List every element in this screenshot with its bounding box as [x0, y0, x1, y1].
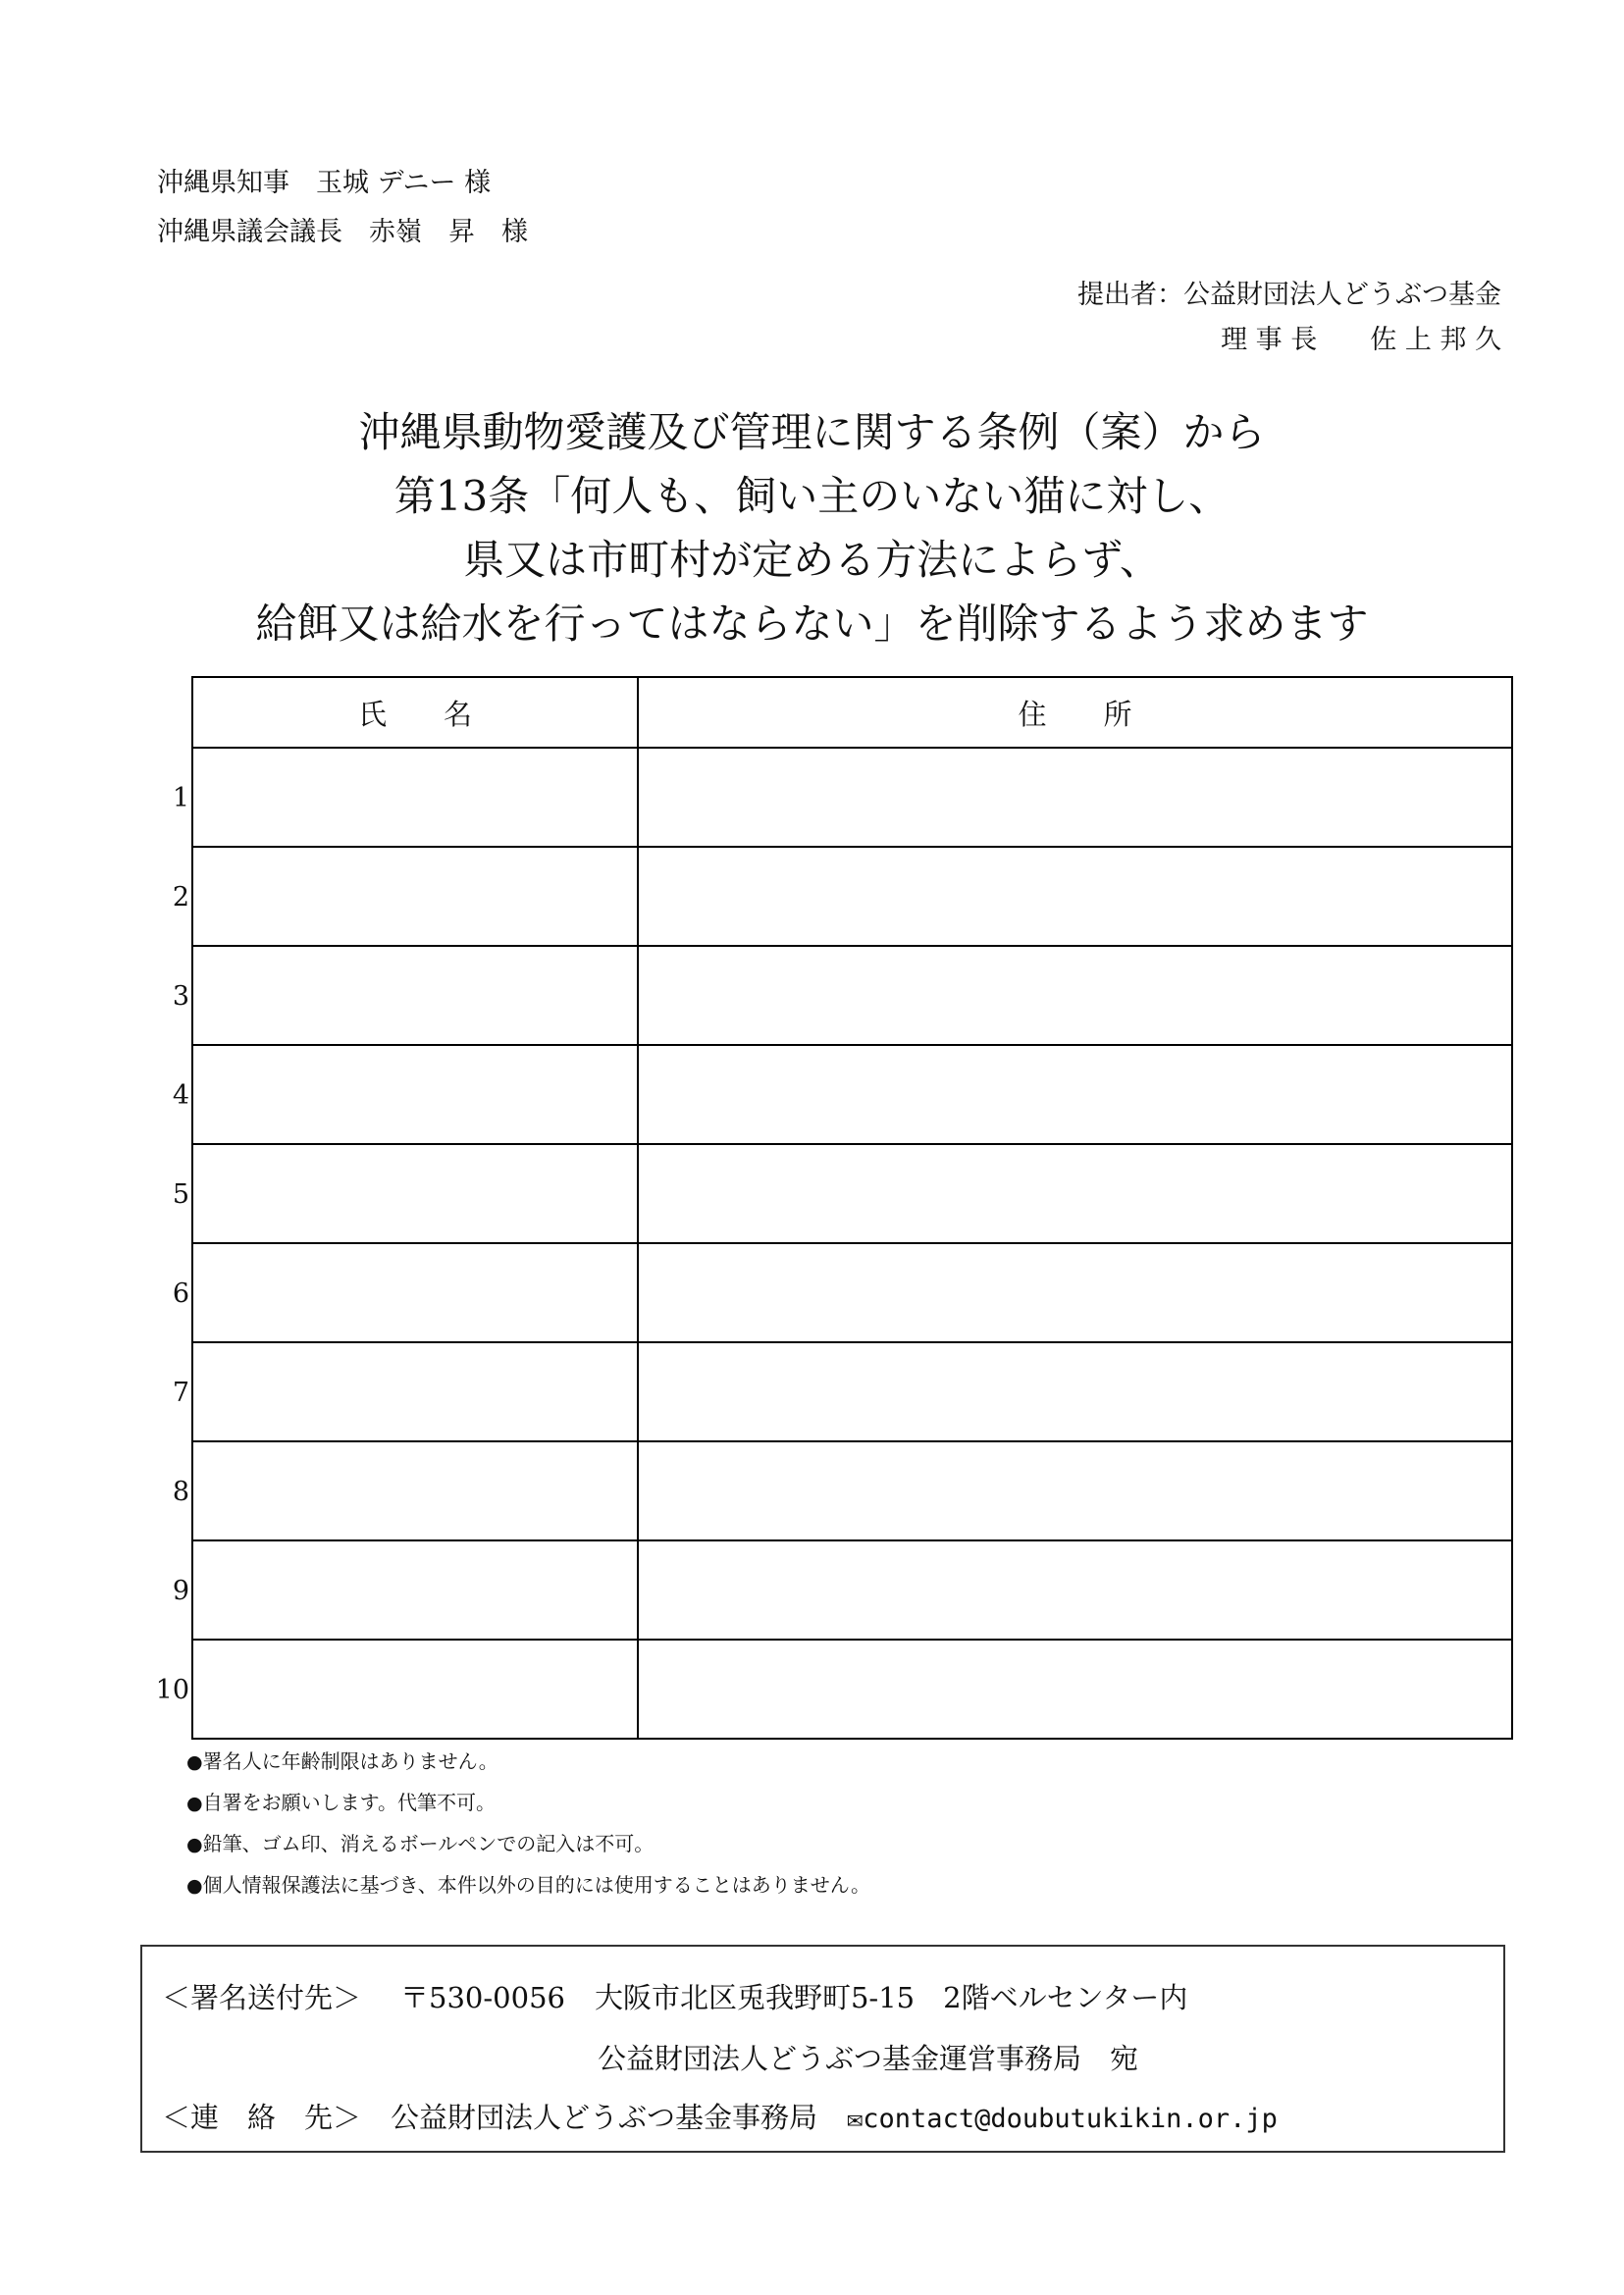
- send-to-address: 大阪市北区兎我野町5-15 2階ベルセンター内: [594, 1981, 1188, 2014]
- recipient-line: 公益財団法人どうぶつ基金運営事務局 宛: [598, 2042, 1139, 2075]
- signature-row: [192, 847, 1512, 946]
- row-number: 10: [155, 1675, 189, 1705]
- contact-organization: 公益財団法人どうぶつ基金事務局: [391, 2101, 818, 2134]
- signature-row: [192, 1045, 1512, 1144]
- addressee-assembly-speaker: 沖縄県議会議長 赤嶺 昇 様: [157, 217, 528, 247]
- submitter-organization: 提出者：公益財団法人どうぶつ基金: [1077, 280, 1501, 310]
- address-cell[interactable]: [638, 1342, 1512, 1441]
- note-text: 鉛筆、ゴム印、消えるボールペンでの記入は不可。: [202, 1832, 655, 1855]
- note-item: [186, 1742, 870, 1783]
- address-cell[interactable]: [638, 946, 1512, 1045]
- note-item: [186, 1824, 870, 1865]
- addressee-governor: 沖縄県知事 玉城 デニー 様: [157, 168, 492, 198]
- notes-list: [186, 1742, 870, 1906]
- note-text: 署名人に年齢制限はありません。: [202, 1749, 498, 1773]
- contact-email[interactable]: ✉contact@doubutukikin.or.jp: [847, 2104, 1278, 2134]
- row-number: 4: [172, 1080, 189, 1111]
- address-cell[interactable]: [638, 1441, 1512, 1540]
- row-numbers: [147, 747, 191, 1738]
- note-item: [186, 1865, 870, 1906]
- signature-row: [192, 1640, 1512, 1739]
- name-column-header: 氏 名: [192, 677, 638, 748]
- signature-row: [192, 1540, 1512, 1640]
- row-number: 3: [172, 981, 189, 1012]
- address-cell[interactable]: [638, 1243, 1512, 1342]
- name-cell[interactable]: [192, 1640, 638, 1739]
- title-line-1: 沖縄県動物愛護及び管理に関する条例（案）から: [358, 408, 1266, 456]
- address-cell[interactable]: [638, 748, 1512, 847]
- row-number: 1: [172, 783, 189, 813]
- name-cell[interactable]: [192, 1144, 638, 1243]
- row-number: 6: [172, 1278, 189, 1309]
- row-number: 2: [172, 882, 189, 913]
- title-line-3: 県又は市町村が定める方法によらず、: [463, 536, 1161, 584]
- row-number: 7: [172, 1378, 189, 1408]
- name-cell[interactable]: [192, 1441, 638, 1540]
- address-cell[interactable]: [638, 1045, 1512, 1144]
- send-to-label: ＜署名送付先＞: [162, 1981, 362, 2014]
- name-cell[interactable]: [192, 748, 638, 847]
- contact-box: [140, 1945, 1505, 2153]
- bullet-icon: ●: [186, 1793, 203, 1814]
- send-to-line: [162, 1976, 1187, 2016]
- bullet-icon: ●: [186, 1834, 203, 1855]
- signature-row: [192, 1243, 1512, 1342]
- submitter: [1077, 273, 1501, 363]
- petition-title: [0, 400, 1624, 655]
- signature-row: [192, 748, 1512, 847]
- signature-row: [192, 1441, 1512, 1540]
- address-cell[interactable]: [638, 1640, 1512, 1739]
- name-cell[interactable]: [192, 1540, 638, 1640]
- signature-table-header: [192, 677, 1512, 748]
- name-cell[interactable]: [192, 1243, 638, 1342]
- contact-line: [162, 2096, 1278, 2136]
- addressees: [157, 159, 528, 257]
- row-number: 8: [172, 1477, 189, 1507]
- title-line-2: 第13条「何人も、飼い主のいない猫に対し、: [393, 472, 1231, 520]
- address-column-header: 住 所: [638, 677, 1512, 748]
- postal-code: 〒530-0056: [400, 1981, 565, 2014]
- row-number: 5: [172, 1179, 189, 1210]
- title-line-4: 給餌又は給水を行ってはならない」を削除するよう求めます: [255, 600, 1369, 648]
- bullet-icon: ●: [186, 1751, 203, 1773]
- contact-label: ＜連 絡 先＞: [162, 2101, 362, 2134]
- note-text: 自署をお願いします。代筆不可。: [202, 1791, 496, 1814]
- signature-table: [191, 676, 1513, 1740]
- submitter-chairman: 理 事 長 佐 上 邦 久: [1221, 325, 1501, 355]
- signature-row: [192, 946, 1512, 1045]
- address-cell[interactable]: [638, 1540, 1512, 1640]
- bullet-icon: ●: [186, 1875, 203, 1897]
- name-cell[interactable]: [192, 1045, 638, 1144]
- name-cell[interactable]: [192, 1342, 638, 1441]
- signature-row: [192, 1144, 1512, 1243]
- address-cell[interactable]: [638, 1144, 1512, 1243]
- note-item: [186, 1783, 870, 1824]
- address-cell[interactable]: [638, 847, 1512, 946]
- signature-row: [192, 1342, 1512, 1441]
- row-number: 9: [172, 1576, 189, 1606]
- name-cell[interactable]: [192, 847, 638, 946]
- signature-rows: [192, 748, 1512, 1739]
- name-cell[interactable]: [192, 946, 638, 1045]
- note-text: 個人情報保護法に基づき、本件以外の目的には使用することはありません。: [202, 1873, 870, 1897]
